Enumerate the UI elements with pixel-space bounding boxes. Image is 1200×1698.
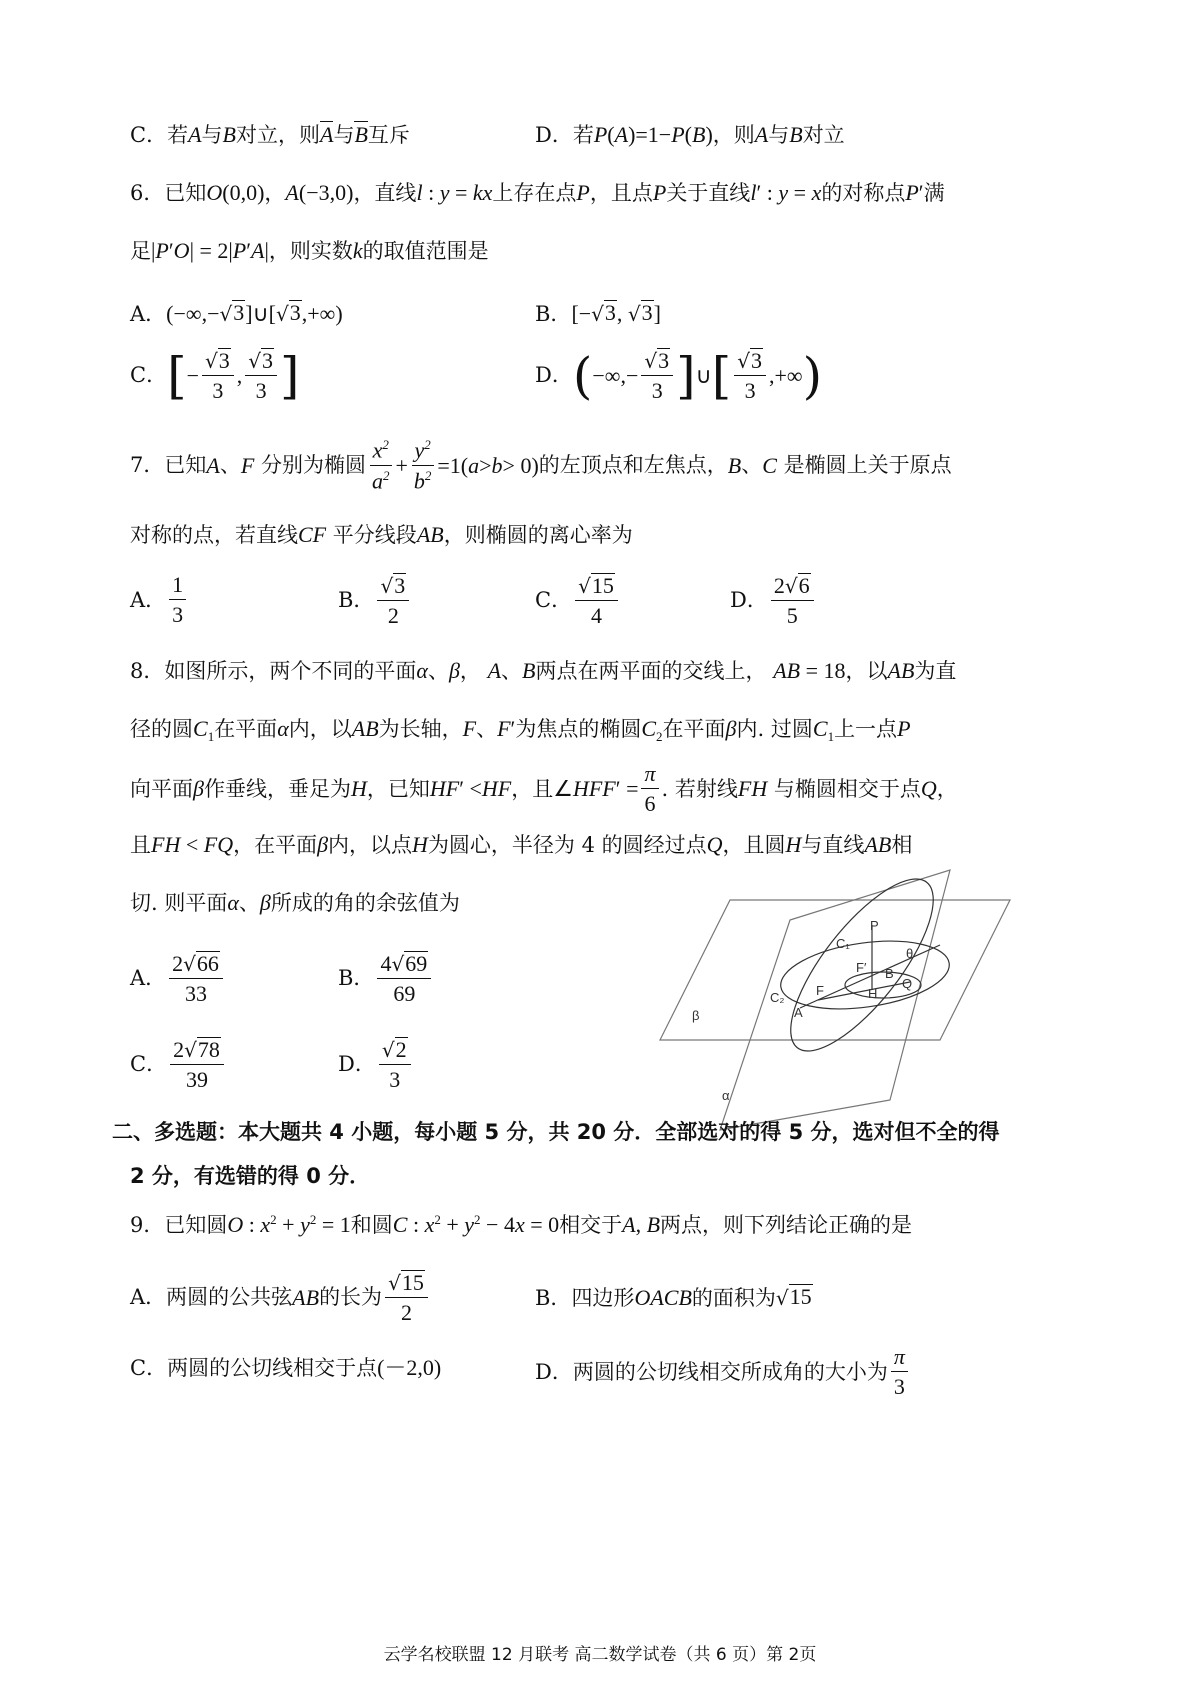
q8-stem-line3: 向平面 β 作垂线，垂足为 H ，已知 HF ′ < HF ，且 ∠ HFF ′ = $\frac{\pi}{6}$ . 若射线 FH 与椭圆相交于点 Q ， <box>130 761 958 817</box>
q8-figure <box>640 860 1020 1140</box>
ellipse-c2 <box>776 931 953 1018</box>
fig-label-f: F <box>816 983 824 998</box>
section2-heading-line2: 2 分，有选错的得 0 分． <box>130 1164 371 1188</box>
q8-stem-line4: 且FH < FQ，在平面β内，以点H为圆心，半径为 4 的圆经过点Q，且圆H与直线AB相 <box>130 832 913 857</box>
fig-label-b: B <box>885 966 894 981</box>
fig-label-a: A <box>794 1005 803 1020</box>
q8-option-a: A． 2 √ 66 33 <box>130 951 226 1006</box>
q8-option-d: D． √ 2 3 <box>338 1037 414 1092</box>
q6-stem-line1: 6．已知O(0,0)，A(−3,0)，直线l : y = kx上存在点P，且点P关于直线l′ : y = x的对称点P′满 <box>130 180 945 205</box>
q9-option-b: B．四边形OACB的面积为 √ 15 <box>535 1284 812 1311</box>
q8-stem-line5: 切. 则平面α、β所成的角的余弦值为 <box>130 890 460 915</box>
q5-option-c: C．若A与B对立，则A与B互斥 <box>130 122 410 147</box>
plane-alpha <box>720 870 950 1130</box>
q9-option-d: D． 两圆的公切线相交所成角的大小为 $\frac{\pi}{3}$ <box>535 1345 911 1399</box>
q9-option-a: A． 两圆的公共弦 AB 的长为 √ 15 2 <box>130 1270 431 1325</box>
fig-label-c1: C₁ <box>836 936 850 951</box>
q6-option-a: A．(−∞,− √ 3 ]∪[ √ 3 ,+∞) <box>130 300 343 327</box>
q7-stem-line1: 7．已知 A 、 F 分别为椭圆 $\frac{x^2}{a^2}$ + $\frac{y^2}{b^2}$ =1( a > b > 0) 的左顶点和左焦点， B 、 C 是椭圆上关于原点 <box>130 437 952 493</box>
q7-option-c: C． √ 15 4 <box>535 573 621 628</box>
q9-stem: 9．已知圆O : $x^2 + y^2 = 1$和圆C : $x^2 + y^2 - 4x = 0$相交于A, B两点，则下列结论正确的是 <box>130 1212 913 1237</box>
page-footer: 云学名校联盟 12 月联考 高二数学试卷（共 6 页）第 2页 <box>383 1645 817 1665</box>
q7-option-a: A． $\frac{1}{3}$ <box>130 573 189 627</box>
fig-label-theta: θ <box>906 946 914 961</box>
fig-label-p: P <box>870 918 879 933</box>
q8-stem-line2: 径的圆$C_1$在平面α内，以AB为长轴，F、F′为焦点的椭圆$C_2$在平面β内. 过圆$C_1$上一点P <box>130 716 911 745</box>
q8-option-b: B． 4 √ 69 69 <box>338 951 434 1006</box>
q6-option-b: B．[− √ 3 , √ 3 ] <box>535 300 661 327</box>
q7-option-d: D． 2 √ 6 5 <box>730 573 817 628</box>
fig-label-f-prime: F′ <box>856 960 867 975</box>
q7-option-b: B． √ 3 2 <box>338 573 412 628</box>
fig-label-beta: β <box>692 1008 700 1023</box>
q6-stem-line2: 足|P′O| = 2|P′A|，则实数k的取值范围是 <box>130 238 489 263</box>
fig-label-h: H <box>868 986 878 1001</box>
q5-option-d: D．若P(A)=1−P(B)，则A与B对立 <box>535 122 845 147</box>
q7-stem-line2: 对称的点，若直线CF 平分线段AB，则椭圆的离心率为 <box>130 522 633 547</box>
q9-option-c: C．两圆的公切线相交于点(－2,0) <box>130 1355 442 1380</box>
q6-option-d: D． ( −∞,− √ 3 3 ] ∪ [ √ 3 3 ,+∞ ) <box>535 346 823 405</box>
q8-option-c: C． 2 √ 78 39 <box>130 1037 227 1092</box>
q6-option-c: C． [ − √ 3 3 , √ 3 3 ] <box>130 346 300 405</box>
q8-stem-line1: 8．如图所示，两个不同的平面α、β， A、B两点在两平面的交线上， AB = 18，以AB为直 <box>130 658 957 683</box>
fig-label-alpha: α <box>722 1088 730 1103</box>
section2-heading-line1: 二、多选题：本大题共 4 小题，每小题 5 分，共 20 分．全部选对的得 5 分，选对但不全的得 <box>112 1120 1000 1144</box>
plane-beta <box>660 900 1010 1040</box>
fig-label-c2: C₂ <box>770 990 785 1005</box>
fig-label-q: Q <box>902 976 913 991</box>
